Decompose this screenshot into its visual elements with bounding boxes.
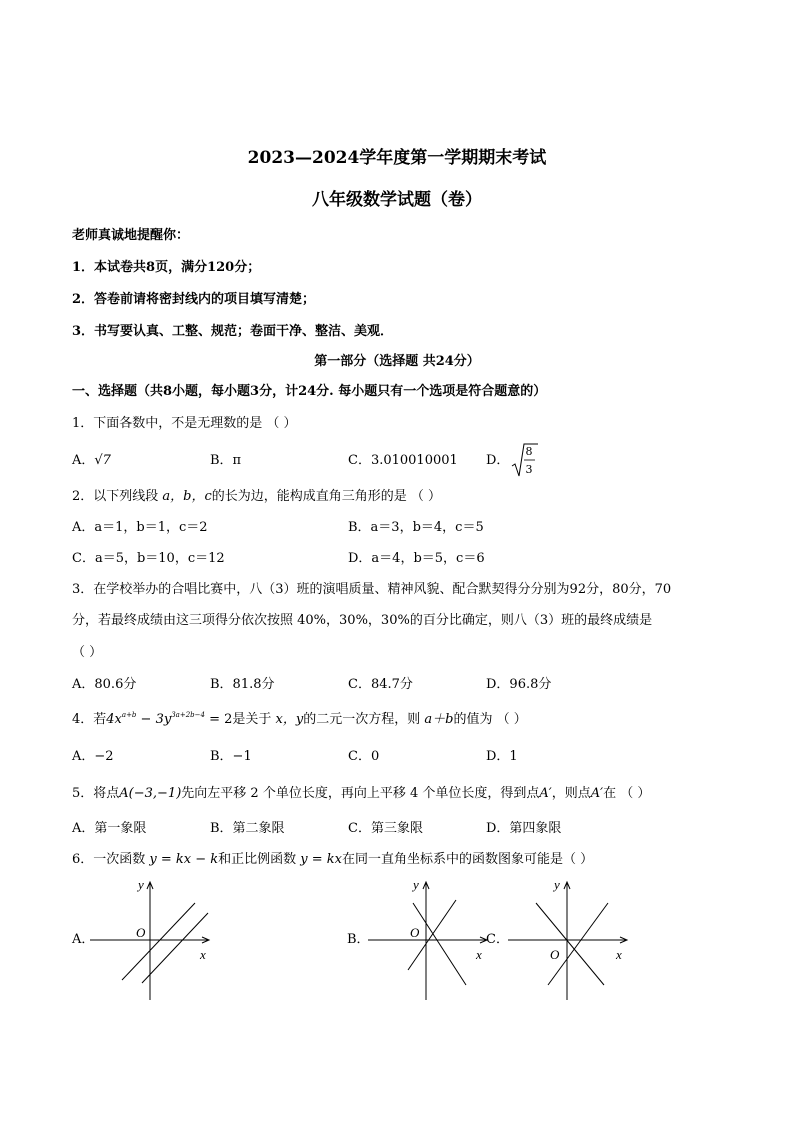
graph-line [122, 903, 195, 980]
question-3-line: （ ） [72, 645, 103, 660]
question-1-stem: 1．下面各数中，不是无理数的是 （ ） [72, 416, 297, 431]
q4-option-c: C．0 [348, 749, 380, 764]
q3-option-b: B．81.8分 [210, 677, 275, 692]
exam-subtitle: 八年级数学试题（卷） [312, 190, 482, 210]
question-5-stem [72, 786, 650, 802]
q6-graph-a [90, 875, 230, 1005]
graph-line [413, 903, 466, 985]
q5-option-b: B．第二象限 [210, 821, 285, 836]
q6-option-c-label: C． [486, 932, 509, 947]
q1-option-b: B．π [210, 453, 242, 468]
q1-d-numerator: 8 [525, 445, 533, 458]
reminder-item: 1．本试卷共8页，满分120分； [72, 260, 261, 275]
q2-option-c: C．a＝5，b＝10，c＝12 [72, 551, 225, 566]
q4-stem-post: 的二元一次方程，则 [303, 712, 425, 727]
origin-label: O [136, 925, 146, 940]
q4-vars: x，y [275, 712, 304, 727]
x-axis-label: x [616, 947, 622, 962]
q6-option-a-label: A． [72, 932, 95, 947]
origin-label: O [550, 947, 560, 962]
q5-point: A(−3,−1) [119, 786, 182, 801]
q3-option-a: A．80.6分 [72, 677, 137, 692]
reminder-item: 2．答卷前请将密封线内的项目填写清楚； [72, 292, 316, 307]
y-axis-label: y [554, 877, 560, 892]
q5-stem-mid2: ，则点 [551, 786, 591, 801]
q4-equation: $4x^{a+b} - 3y^{3a+2b-4} = 2$ [106, 711, 233, 727]
part1-title: 第一部分（选择题 共24分） [314, 354, 480, 369]
q5-point-image: A′ [539, 786, 552, 801]
q4-stem-pre: 4．若 [72, 712, 107, 727]
q4-stem-mid: 是关于 [232, 712, 276, 727]
section-heading: 一、选择题（共8小题，每小题3分，计24分. 每小题只有一个选项是符合题意的） [72, 384, 547, 399]
q2-option-b: B．a＝3，b＝4，c＝5 [348, 520, 484, 535]
q6-function-1: y = kx − k [149, 852, 219, 867]
q6-stem-end: 在同一直角坐标系中的函数图象可能是（ ） [342, 852, 594, 867]
q1-option-a-label: A． [72, 453, 95, 468]
q6-option-b-label: B． [347, 932, 370, 947]
x-axis-label: x [200, 947, 206, 962]
q4-option-b: B．−1 [210, 749, 252, 764]
q2-stem-post: 的长为边，能构成直角三角形的是 （ ） [211, 489, 442, 504]
q3-option-d: D．96.8分 [486, 677, 552, 692]
q4-option-a: A．−2 [72, 749, 114, 764]
q6-stem-mid: 和正比例函数 [218, 852, 301, 867]
q6-graph-c [508, 875, 648, 1005]
q5-option-a: A．第一象限 [72, 821, 147, 836]
q2-option-a: A．a＝1，b＝1，c＝2 [72, 520, 208, 535]
q1-option-a-expr: √7 [94, 453, 111, 468]
q5-point-image: A′ [590, 786, 604, 801]
y-axis-label: y [413, 877, 419, 892]
reminder-item: 3．书写要认真、工整、规范；卷面干净、整洁、美观． [72, 324, 394, 339]
reminder-heading: 老师真诚地提醒你： [72, 228, 190, 243]
q5-option-c: C．第三象限 [348, 821, 423, 836]
q2-stem-vars: a，b，c [162, 489, 212, 504]
q1-option-a [72, 453, 111, 469]
origin-label: O [410, 925, 420, 940]
graph-line [548, 903, 608, 985]
x-axis-label: x [476, 947, 482, 962]
q2-stem-pre: 2．以下列线段 [72, 489, 159, 504]
q5-stem-end: 在 （ ） [603, 786, 651, 801]
question-3-line: 分，若最终成绩由这三项得分依次按照 40%，30%，30%的百分比确定，则八（3）班的最终成绩是 [72, 613, 653, 628]
question-6-stem [72, 852, 593, 868]
question-2-stem [72, 489, 441, 505]
q4-option-d: D．1 [486, 749, 518, 764]
q6-function-2: y = kx [300, 852, 343, 867]
exam-title: 2023—2024学年度第一学期期末考试 [247, 148, 547, 168]
question-4-stem [72, 712, 527, 728]
q1-d-denominator: 3 [525, 463, 533, 476]
q5-stem-pre: 5．将点 [72, 786, 120, 801]
q6-stem-pre: 6．一次函数 [72, 852, 150, 867]
q5-stem-mid: 先向左平移 2 个单位长度，再向上平移 4 个单位长度，得到点 [181, 786, 540, 801]
q3-option-c: C．84.7分 [348, 677, 413, 692]
q1-option-d-sqrt-fraction [510, 440, 540, 480]
q1-option-d-label: D． [486, 453, 510, 468]
y-axis-label: y [138, 877, 144, 892]
question-3-line: 3．在学校举办的合唱比赛中，八（3）班的演唱质量、精神风貌、配合默契得分分别为92分，80分，70 [72, 582, 672, 597]
graph-line [536, 903, 604, 985]
q2-option-d: D．a＝4，b＝5，c＝6 [348, 551, 485, 566]
q5-option-d: D．第四象限 [486, 821, 562, 836]
q4-sum: a＋b [424, 712, 454, 727]
q1-option-c: C．3.010010001 [348, 453, 458, 468]
q4-stem-end: 的值为 （ ） [453, 712, 527, 727]
